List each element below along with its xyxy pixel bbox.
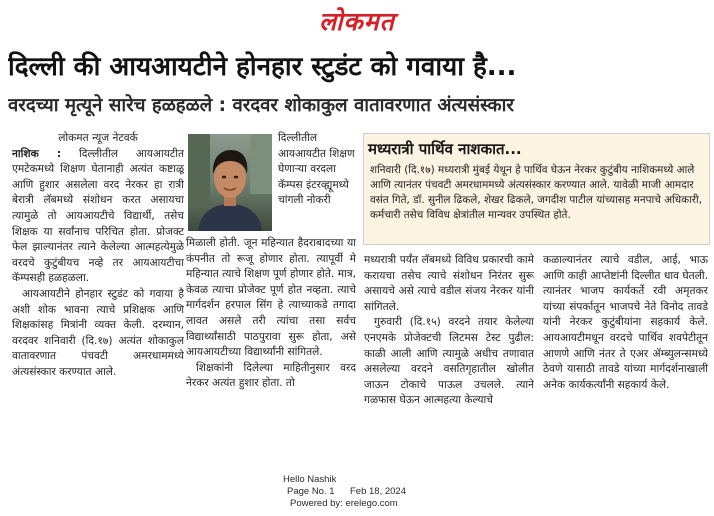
powered-by: Powered by: erelego.com: [290, 498, 398, 509]
byline: लोकमत न्यूज नेटवर्क: [58, 132, 138, 144]
subheadline: वरदच्या मृत्यूने सारेच हळहळले : वरदवर शोकाकुल वातावरणात अंत्यसंस्कार: [8, 95, 514, 116]
edition-name: Hello Nashik: [283, 474, 337, 485]
dateline: नाशिक :: [12, 147, 62, 160]
article-column-2-top: [278, 131, 356, 251]
article-column-1: [12, 131, 184, 461]
paragraph: मध्यरात्री पर्यंत लॅबमध्ये विविध प्रकारची कामे करायचा तसेच त्याचे संशोधन निरंतर सुरू असायचे असे त्याचे वडील संजय नेरकर यांनी सांगितले.: [364, 254, 534, 313]
article-column-4: [543, 253, 708, 462]
article-column-3: [364, 253, 534, 462]
paragraph: आयआयटीने होनहार स्टुडंट को गवाया है अशी शोक भावना त्याचे प्रशिक्षक आणि शिक्षकांसह मित्रांनी व्यक्त केली. दरम्यान, वरदवर शनिवारी (दि.१७) अत्यंत शोकाकुल वातावरणात पंचवटी अमरधाममध्ये अंत्यसंस्कार करण्यात आले.: [12, 287, 184, 378]
sidebar-box-title: मध्यरात्री पार्थिव नाशकात...: [368, 140, 522, 158]
headline: दिल्ली की आयआयटीने होनहार स्टुडंट को गवाया है...: [8, 52, 517, 82]
lead-paragraph: [12, 147, 184, 287]
paragraph: दिल्लीतील आयआयटीत शिक्षण घेणाऱ्या वरदला कॅम्पस इंटरव्ह्यूमध्ये चांगली नोकरी: [278, 132, 355, 207]
paragraph: गुरुवारी (दि.१५) वरदने तयार केलेल्या एनएमके प्रोजेक्टची लिटमस टेस्ट पुढील: काळी आली आणि त्यामुळे अधीच तणावात असलेल्या वरदने वसतिगृहातील खोलीत जाऊन टोकाचे पाऊल उचलले. त्याने गळफास घेऊन आत्महत्या केल्याचे: [364, 316, 534, 407]
article-column-2: [186, 236, 356, 462]
masthead: [0, 4, 714, 34]
sidebar-box-text: शनिवारी (दि.१७) मध्यरात्री मुंबई येथून हे पार्थिव घेऊन नेरकर कुटुंबीय नाशिकमध्ये आले आणि त्यानंतर पंचवटी अमरधाममध्ये अंत्यसंस्कार करण्यात आले. यावेळी माजी आमदार वसंत गिते, डॉ. सुनील ढिकले, शेखर ढिकले, जगदीश पाटील यांच्यासह मनपाचे अधिकारी, कर्मचारी तसेच विविध क्षेत्रांतील मान्यवर उपस्थित होते.: [370, 164, 703, 221]
paragraph: कळाल्यानंतर त्याचे वडील, आई, भाऊ आणि काही आप्तेष्टांनी दिल्लीत धाव घेतली. त्यानंतर भाजप कार्यकर्ते रवी अमृतकर यांच्या संपर्कातून भाजपचे नेते विनोद तावडे यांनी नेरकर कुटुंबीयांना सहकार्य केले. आयआयटीमधून वरदचे पार्थिव शवपेटीतून आणणे आणि नंतर ते एअर ॲम्ब्युलन्समध्ये ठेवणे यासाठी तावडे यांच्या मार्गदर्शनाखाली अनेक कार्यकर्त्यांनी सहकार्य केले.: [543, 254, 708, 391]
paragraph: शिक्षकांनी दिलेल्या माहितीनुसार वरद नेरकर अत्यंत हुशार होता. तो: [186, 361, 356, 390]
paragraph: मिळाली होती. जून महिन्यात हैदराबादच्या या कंपनीत तो रूजू होणार होता. त्यापूर्वी मे महिन्यात त्याचे शिक्षण पूर्ण होणार होते. मात्र, केवळ त्याचा प्रोजेक्ट पूर्ण होत नव्हता. त्याचे मार्गदर्शन हरपाल सिंग हे त्याच्याकडे तगादा लावत असले तरी त्यांचा तसा सर्वच विद्यार्थ्यांसाठी पाठपुरावा सुरू होता, असे आयआयटीच्या विद्यार्थ्यांनी सांगितले.: [186, 237, 356, 359]
student-photo: [188, 134, 272, 231]
masthead-logo: लोकमत: [319, 7, 395, 36]
page-number: Page No. 1: [287, 486, 335, 497]
portrait-image: [188, 134, 272, 231]
lead-paragraph-text: दिल्लीतील आयआयटीत एमटेकमध्ये शिक्षण घेतानाही अत्यंत कष्टाळू आणि हुशार असलेला वरद नेरकर हा रात्री बेरात्री लॅबमध्ये संशोधन करत असायचा त्यामुळे तो आयआयटीचे विद्यार्थी, तसेच शिक्षक या सर्वांनाच परिचित होता. प्रोजक्ट फेल झाल्यानंतर त्याने केलेल्या आत्महत्येमुळे वरदचे कुटुंबीयच नव्हे तर आयआयटीचा कॅम्पसही हळहळला.: [12, 147, 184, 285]
publish-date: Feb 18, 2024: [350, 486, 406, 497]
